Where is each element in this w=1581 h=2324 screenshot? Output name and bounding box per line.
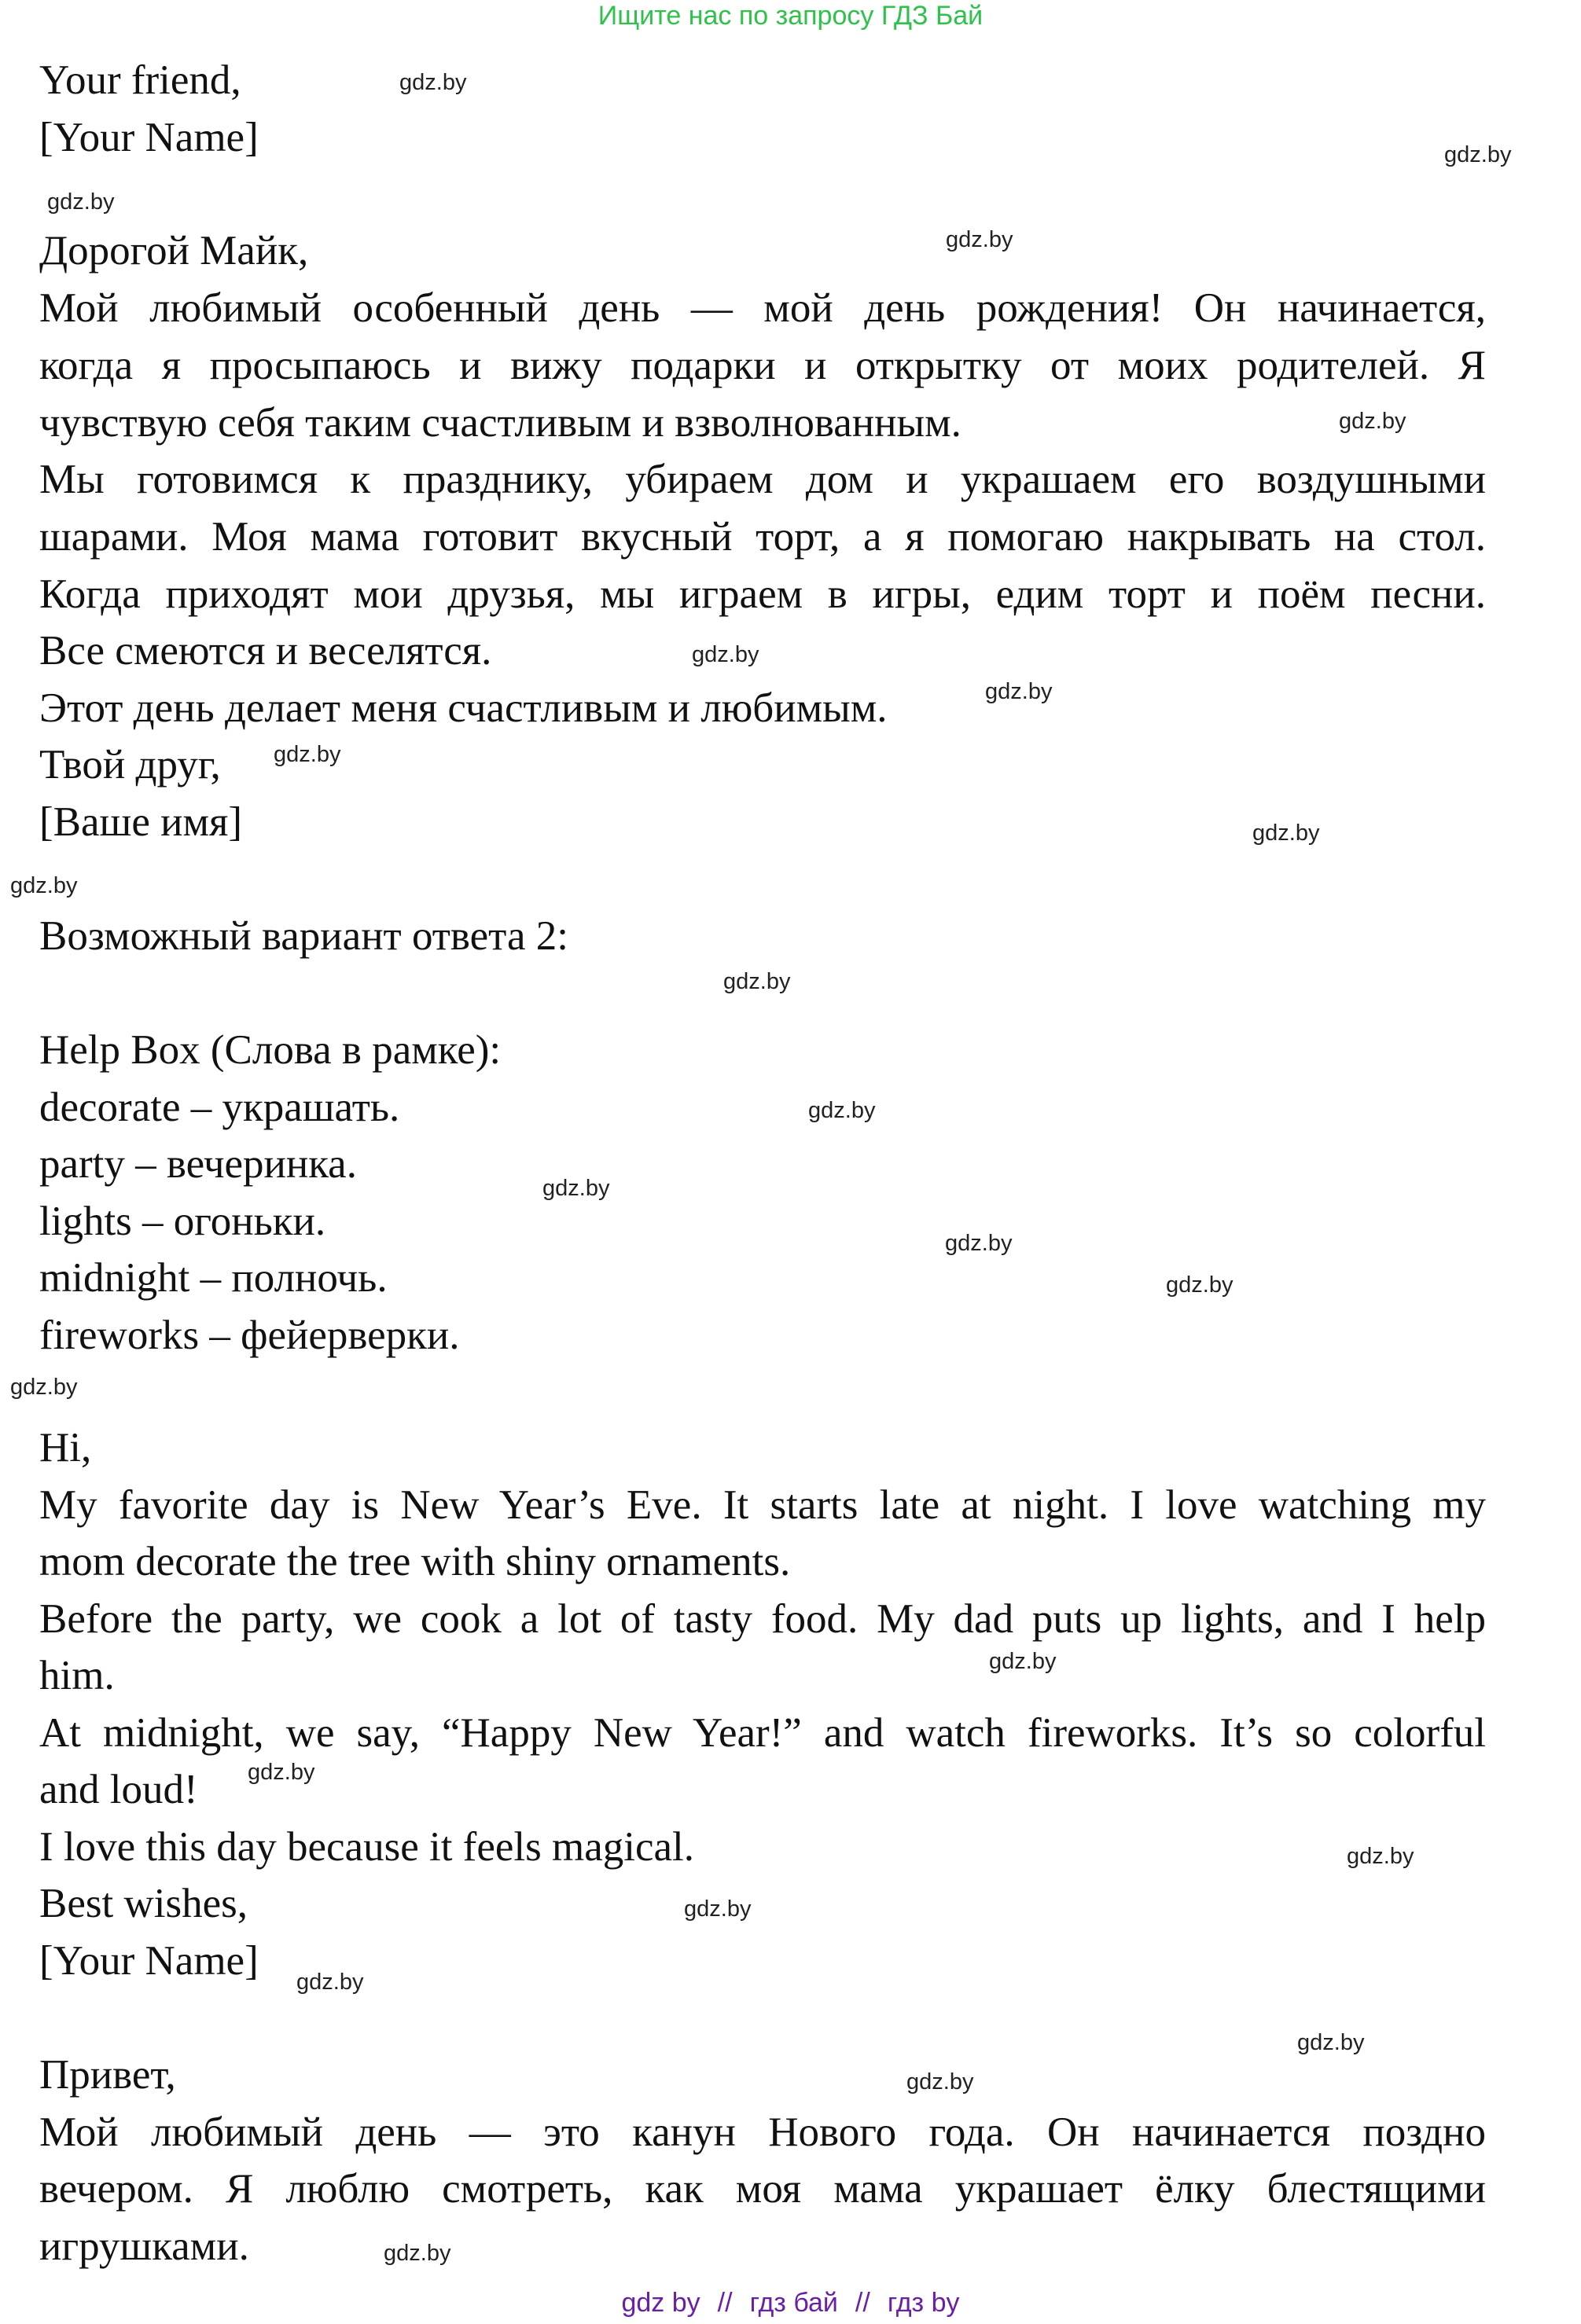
help-box-item: lights – огоньки. xyxy=(39,1199,326,1244)
letter-greeting: Hi, xyxy=(39,1425,92,1470)
help-box-item: party – вечеринка. xyxy=(39,1141,357,1187)
watermark: gdz.by xyxy=(10,873,78,898)
watermark: gdz.by xyxy=(946,227,1013,252)
letter-line: Все смеются и веселятся. xyxy=(39,628,492,674)
letter-line: him. xyxy=(39,1653,115,1698)
watermark: gdz.by xyxy=(384,2241,451,2266)
letter-line: Мы готовимся к празднику, убираем дом и украшаем его воздушными xyxy=(39,457,1486,502)
footer-separator: // xyxy=(855,2288,870,2318)
watermark: gdz.by xyxy=(1297,2030,1365,2055)
letter-line: Когда приходят мои друзья, мы играем в игры, едим торт и поём песни. xyxy=(39,571,1486,617)
footer-link-gdz-bai[interactable]: гдз бай xyxy=(749,2288,838,2318)
letter-line: I love this day because it feels magical. xyxy=(39,1824,694,1870)
watermark: gdz.by xyxy=(1252,821,1320,846)
signature-placeholder: [Ваше имя] xyxy=(39,799,243,845)
signature-placeholder: [Your Name] xyxy=(39,115,259,160)
letter-greeting: Привет, xyxy=(39,2052,176,2098)
watermark: gdz.by xyxy=(1166,1272,1234,1298)
help-box-item: fireworks – фейерверки. xyxy=(39,1313,460,1358)
letter-line: вечером. Я люблю смотреть, как моя мама украшает ёлку блестящими xyxy=(39,2166,1486,2212)
watermark: gdz.by xyxy=(723,969,791,994)
watermark: gdz.by xyxy=(808,1098,876,1123)
letter-line: My favorite day is New Year’s Eve. It starts late at night. I love watching my xyxy=(39,1482,1486,1528)
help-box-item: midnight – полночь. xyxy=(39,1255,388,1301)
letter-line: чувствую себя таким счастливым и взволнованным. xyxy=(39,400,961,446)
letter-line: Мой любимый особенный день — мой день рождения! Он начинается, xyxy=(39,285,1486,331)
watermark: gdz.by xyxy=(906,2069,974,2095)
watermark: gdz.by xyxy=(692,642,759,667)
letter-closing: Best wishes, xyxy=(39,1881,248,1926)
watermark: gdz.by xyxy=(274,742,341,767)
footer-separator: // xyxy=(717,2288,733,2318)
letter-line: Before the party, we cook a lot of tasty food. My dad puts up lights, and I help xyxy=(39,1596,1486,1642)
letter-greeting: Дорогой Майк, xyxy=(39,228,309,274)
watermark: gdz.by xyxy=(1347,1844,1414,1869)
watermark: gdz.by xyxy=(296,1970,364,1995)
watermark: gdz.by xyxy=(945,1231,1013,1256)
header-banner[interactable]: Ищите нас по запросу ГДЗ Бай xyxy=(597,1,984,31)
letter-line: Этот день делает меня счастливым и любимым. xyxy=(39,685,888,731)
letter-line: Мой любимый день — это канун Нового года. Он начинается поздно xyxy=(39,2109,1486,2155)
letter-line: когда я просыпаюсь и вижу подарки и открытку от моих родителей. Я xyxy=(39,343,1486,388)
footer-link-gdz-by-cyr[interactable]: гдз by xyxy=(887,2288,960,2318)
letter-line: and loud! xyxy=(39,1767,198,1812)
watermark: gdz.by xyxy=(10,1375,78,1400)
closing-line: Your friend, xyxy=(39,57,241,103)
signature-placeholder: [Your Name] xyxy=(39,1938,259,1984)
variant-title: Возможный вариант ответа 2: xyxy=(39,913,568,959)
watermark: gdz.by xyxy=(989,1649,1057,1674)
watermark: gdz.by xyxy=(985,679,1053,704)
watermark: gdz.by xyxy=(542,1176,610,1201)
help-box-title: Help Box (Слова в рамке): xyxy=(39,1027,502,1073)
letter-line: шарами. Моя мама готовит вкусный торт, а я помогаю накрывать на стол. xyxy=(39,514,1486,560)
watermark: gdz.by xyxy=(47,189,115,215)
watermark: gdz.by xyxy=(399,70,467,95)
watermark: gdz.by xyxy=(1339,409,1406,434)
footer-link-gdz-by[interactable]: gdz by xyxy=(621,2288,700,2318)
watermark: gdz.by xyxy=(248,1760,315,1785)
letter-line: At midnight, we say, “Happy New Year!” and watch fireworks. It’s so colorful xyxy=(39,1710,1486,1756)
letter-line: игрушками. xyxy=(39,2223,249,2269)
watermark: gdz.by xyxy=(684,1896,752,1922)
letter-line: mom decorate the tree with shiny ornaments. xyxy=(39,1539,791,1584)
letter-closing: Твой друг, xyxy=(39,742,221,788)
footer-links xyxy=(0,2287,1581,2318)
watermark: gdz.by xyxy=(1444,142,1512,167)
help-box-item: decorate – украшать. xyxy=(39,1085,400,1130)
